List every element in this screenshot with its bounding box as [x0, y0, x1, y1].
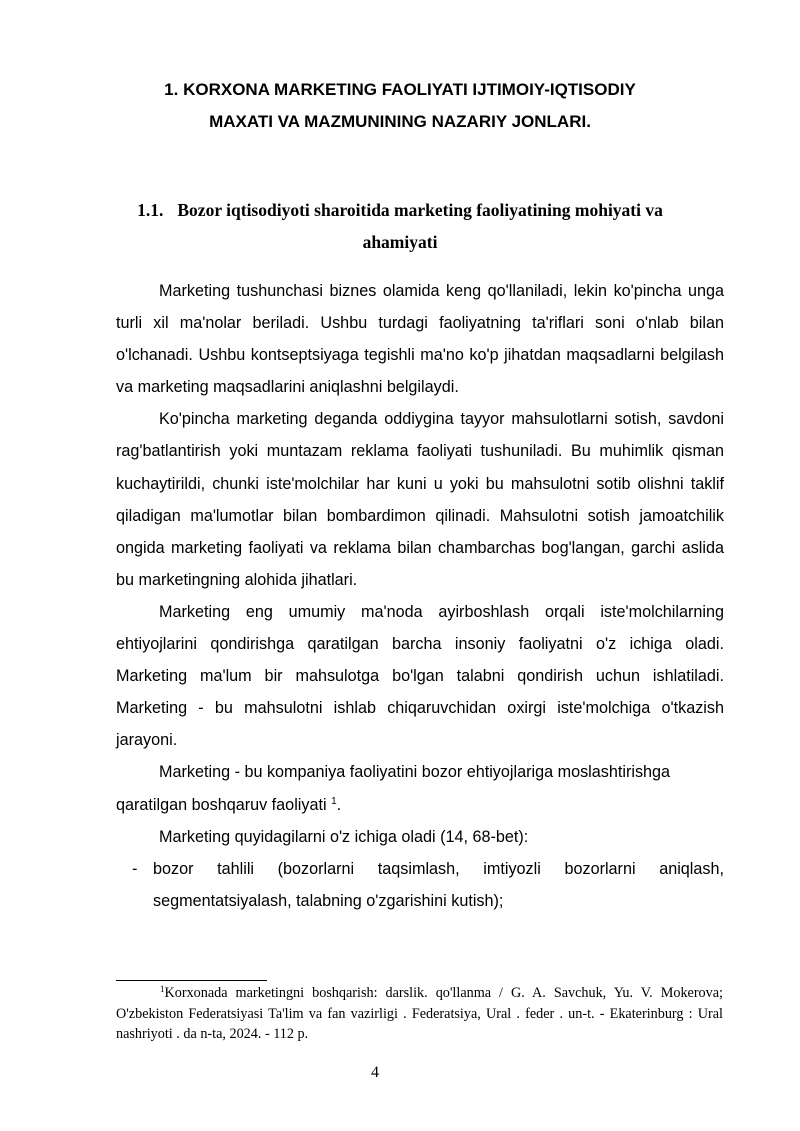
chapter-title: [100, 74, 700, 138]
body-text: [116, 275, 724, 917]
page-number: 4: [371, 1064, 379, 1081]
section-title-line-1: Bozor iqtisodiyoti sharoitida marketing faoliyatining mohiyati va: [177, 200, 663, 220]
chapter-title-line-2: MAXATI VA MAZMUNINING NAZARIY JONLARI.: [209, 112, 591, 131]
bullet-list: [116, 853, 724, 917]
paragraph-text: Marketing - bu kompaniya faoliyatini bozor ehtiyojlariga moslashtirishga qaratilgan boshqaruv faoliyati: [116, 763, 671, 814]
footnote: [116, 983, 723, 1045]
paragraph: Ko'pincha marketing deganda oddiygina tayyor mahsulotlarni sotish, savdoni rag'batlantirish yoki muntazam reklama faoliyati tushuniladi. Bu muhimlik qisman kuchaytirildi, chunki iste'molchilar har kuni u yoki bu mahsulotni sotib olishni taklif qiladigan ma'lumotlar bilan bombardimon qilinadi. Mahsulotni sotish jamoatchilik ongida marketing faoliyati va reklama bilan chambarchas bog'langan, garchi aslida bu marketingning alohida jihatlari.: [116, 410, 724, 589]
list-item-text: bozor tahlili (bozorlarni taqsimlash, imtiyozli bozorlarni aniqlash, segmentatsiyalash, talabning o'zgarishini kutish);: [153, 859, 724, 910]
paragraph: Marketing eng umumiy ma'noda ayirboshlash orqali iste'molchilarning ehtiyojlarini qondirishga qaratilgan barcha insoniy faoliyatni o'z ichiga oladi. Marketing ma'lum bir mahsulotga bo'lgan talabni qondirish uchun ishlatiladi. Marketing - bu mahsulotni ishlab chiqaruvchidan oxirgi iste'molchiga o'tkazish jarayoni.: [116, 602, 724, 750]
footnote-marker: 1: [160, 984, 165, 994]
footnote-text: Korxonada marketingni boshqarish: darslik. qo'llanma / G. A. Savchuk, Yu. V. Mokerova; O'zbekiston Federatsiyasi Ta'lim va fan vazirligi . Federatsiya, Ural . feder . un-t. - Ekaterinburg : Ural nashriyoti . da n-ta, 2024. - 112 p.: [116, 985, 723, 1042]
paragraph-with-footnote: [116, 756, 724, 820]
section-title-line-2: ahamiyati: [362, 232, 438, 252]
paragraph-end: .: [336, 795, 342, 814]
section-number: 1.1.: [137, 200, 164, 220]
footnote-reference[interactable]: 1: [331, 795, 337, 807]
paragraph: Marketing quyidagilarni o'z ichiga oladi (14, 68-bet):: [159, 827, 529, 846]
list-item: [116, 853, 724, 917]
paragraph: Marketing tushunchasi biznes olamida keng qo'llaniladi, lekin ko'pincha unga turli xil ma'nolar beriladi. Ushbu turdagi faoliyatning ta'riflari soni o'nlab bilan o'lchanadi. Ushbu kontseptsiyaga tegishli ma'no ko'p jihatdan maqsadlarni belgilash va marketing maqsadlarini aniqlashni belgilaydi.: [116, 282, 724, 397]
section-title: [100, 194, 700, 258]
dash-bullet-icon: -: [132, 859, 138, 878]
chapter-title-line-1: 1. KORXONA MARKETING FAOLIYATI IJTIMOIY-IQTISODIY: [164, 80, 636, 99]
footnote-separator: [116, 980, 267, 981]
